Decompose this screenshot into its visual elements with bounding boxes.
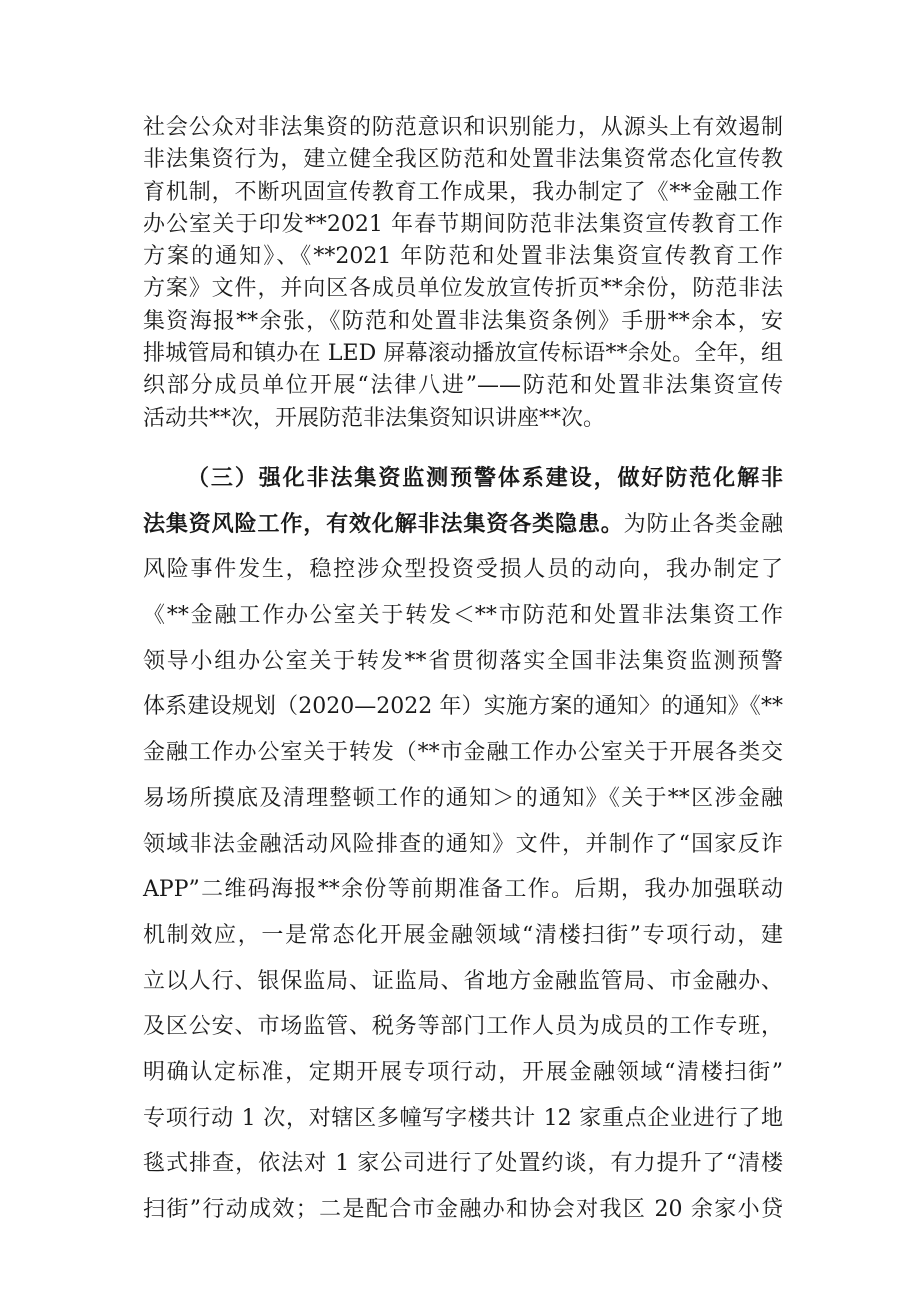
text-line	[143, 502, 783, 548]
paragraph-publicity-education	[143, 112, 783, 435]
text-line: 集资海报**余张，《防范和处置非法集资条例》手册**余本，安	[143, 308, 783, 334]
text-line: 办公室关于印发**2021 年春节期间防范非法集资宣传教育工作	[143, 211, 783, 237]
text-line: 机制效应，一是常态化开展金融领域“清楼扫街”专项行动，建	[143, 922, 783, 948]
text-line: 领导小组办公室关于转发**省贯彻落实全国非法集资监测预警	[143, 648, 783, 674]
text-line: 明确认定标准，定期开展专项行动，开展金融领域“清楼扫街”	[143, 1059, 783, 1085]
text-line: 织部分成员单位开展“法律八进”——防范和处置非法集资宣传	[143, 373, 783, 399]
text-line: 方案》文件，并向区各成员单位发放宣传折页**余份，防范非法	[143, 276, 783, 302]
text-line: 非法集资行为，建立健全我区防范和处置非法集资常态化宣传教	[143, 147, 783, 173]
text-line: 社会公众对非法集资的防范意识和识别能力，从源头上有效遏制	[143, 115, 783, 140]
text-line: 方案的通知》、《**2021 年防范和处置非法集资宣传教育工作	[143, 244, 783, 270]
paragraph-risk-monitoring	[143, 456, 783, 1233]
text-line: 金融工作办公室关于转发（**市金融工作办公室关于开展各类交	[143, 740, 783, 766]
text-line: 立以人行、银保监局、证监局、省地方金融监管局、市金融办、	[143, 968, 783, 994]
text-segment: 为防止各类金融	[623, 511, 783, 537]
text-line: 风险事件发生，稳控涉众型投资受损人员的动向，我办制定了	[143, 557, 783, 583]
text-line: 扫街”行动成效；二是配合市金融办和协会对我区 20 余家小贷	[143, 1197, 783, 1222]
text-line: 专项行动 1 次，对辖区多幢写字楼共计 12 家重点企业进行了地	[143, 1105, 783, 1131]
section-heading-line: （三）强化非法集资监测预警体系建设，做好防范化解非	[187, 465, 783, 491]
text-line: 易场所摸底及清理整顿工作的通知＞的通知》《关于**区涉金融	[143, 785, 783, 811]
text-line: 活动共**次，开展防范非法集资知识讲座**次。	[143, 405, 606, 431]
section-heading-end: 法集资风险工作，有效化解非法集资各类隐患。	[143, 510, 624, 537]
text-line: 排城管局和镇办在 LED 屏幕滚动播放宣传标语**余处。全年，组	[143, 341, 783, 367]
text-line: APP”二维码海报**余份等前期准备工作。后期，我办加强联动	[143, 877, 783, 903]
text-line: 体系建设规划（2020—2022 年）实施方案的通知〉的通知》《**	[143, 694, 783, 720]
text-line: 及区公安、市场监管、税务等部门工作人员为成员的工作专班，	[143, 1014, 783, 1040]
text-line: 《**金融工作办公室关于转发＜**市防范和处置非法集资工作	[143, 603, 783, 629]
text-line: 育机制，不断巩固宣传教育工作成果，我办制定了《**金融工作	[143, 179, 783, 205]
text-line: 领域非法金融活动风险排查的通知》文件，并制作了“国家反诈	[143, 831, 783, 857]
text-line: 毯式排查，依法对 1 家公司进行了处置约谈，有力提升了“清楼	[143, 1151, 783, 1177]
